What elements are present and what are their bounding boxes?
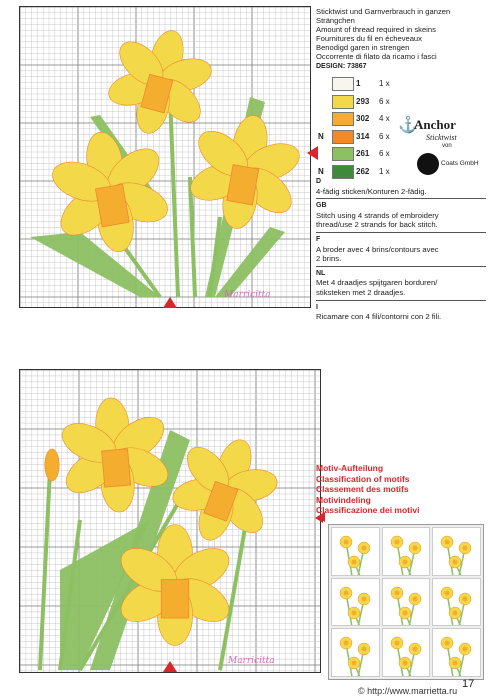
motif-line: Classificazione dei motivi xyxy=(316,505,420,515)
coats-logo-icon xyxy=(417,153,439,175)
design-number: DESIGN: 73867 xyxy=(316,63,367,70)
thread-qty: 4 x xyxy=(379,114,390,123)
thread-code: 293 xyxy=(356,96,370,106)
motif-arrow-icon xyxy=(317,512,325,522)
center-marker-top-bottom xyxy=(163,297,177,308)
instruction-text: 4-fädig sticken/Konturen 2-fädig. xyxy=(316,186,427,196)
color-swatch xyxy=(332,147,354,161)
legend-row xyxy=(316,145,396,163)
instruction-text: 2 brins. xyxy=(316,254,342,264)
legend-row xyxy=(316,110,396,128)
color-swatch xyxy=(332,77,354,91)
cross-stitch-chart-bottom xyxy=(19,369,321,673)
motif-thumbnail xyxy=(331,527,380,576)
motif-thumbnail xyxy=(382,628,431,677)
language-tag: D xyxy=(316,178,322,185)
motif-thumbnail xyxy=(432,578,481,627)
coats-name: Coats GmbH xyxy=(441,160,479,167)
thread-qty: 6 x xyxy=(379,149,390,158)
divider xyxy=(316,232,486,233)
divider xyxy=(316,266,486,267)
thread-qty: 1 x xyxy=(379,79,390,88)
instruction-block xyxy=(316,201,486,233)
legend-row xyxy=(316,128,396,146)
divider xyxy=(316,300,486,301)
thread-qty: 6 x xyxy=(379,96,390,106)
info-line: Strängchen xyxy=(316,16,355,25)
legend-mark: N xyxy=(318,166,324,176)
motif-line: Motivindeling xyxy=(316,494,371,505)
instruction-text: Met 4 draadjes spijtgaren borduren/ xyxy=(316,278,438,288)
motif-thumbnail xyxy=(331,628,380,677)
info-line: Amount of thread required in skeins xyxy=(316,25,436,34)
instruction-text: Ricamare con 4 fili/contorni con 2 fili. xyxy=(316,312,442,322)
thread-code: 262 xyxy=(356,166,370,176)
info-line: Benodigd garen in strengen xyxy=(316,43,410,52)
motif-line: Classement des motifs xyxy=(316,484,409,494)
language-tag: I xyxy=(316,303,318,311)
language-tag: F xyxy=(316,235,321,243)
thread-info xyxy=(316,7,486,71)
motif-line: Motiv-Aufteilung xyxy=(316,463,384,473)
language-tag: NL xyxy=(316,269,326,277)
motif-layout-grid xyxy=(328,524,484,680)
legend-mark: N xyxy=(318,131,324,141)
brand-von: von xyxy=(442,143,452,149)
signature-top: Marricitta xyxy=(224,290,271,300)
motif-thumbnail xyxy=(432,527,481,576)
motif-thumbnail xyxy=(331,578,380,627)
instruction-text: Stitch using 4 strands of embroidery xyxy=(316,210,439,220)
thread-qty: 6 x xyxy=(379,131,390,141)
color-swatch xyxy=(332,95,354,109)
instruction-text: stiksteken met 2 draadjes. xyxy=(316,287,406,297)
instruction-block xyxy=(316,177,486,199)
language-tag: GB xyxy=(316,202,327,210)
motif-thumbnail xyxy=(382,527,431,576)
watermark: © http://www.marrietta.ru xyxy=(358,686,458,696)
instruction-text: thread/use 2 strands for back stitch. xyxy=(316,220,438,230)
cross-stitch-chart-top xyxy=(19,6,311,308)
instruction-text: A broder avec 4 brins/contours avec xyxy=(316,244,439,254)
motif-classification xyxy=(316,463,419,516)
thread-code: 302 xyxy=(356,114,370,123)
brand-name: Anchor xyxy=(414,117,456,132)
color-swatch xyxy=(332,130,354,144)
brand-sub: Sticktwist xyxy=(426,133,457,142)
chart-top-drawing xyxy=(20,7,310,307)
thread-code: 314 xyxy=(356,131,370,141)
instruction-block xyxy=(316,269,486,301)
motif-thumbnail xyxy=(432,628,481,677)
signature-bottom: Marricitta xyxy=(228,656,275,666)
thread-qty: 1 x xyxy=(379,166,390,176)
info-line: Occorrente di filato da ricamo i fasci xyxy=(316,52,437,61)
thread-code: 261 xyxy=(356,149,370,158)
center-marker-bottom-bottom xyxy=(163,661,177,672)
info-line: Sticktwist und Garnverbrauch in ganzen xyxy=(316,7,451,16)
motif-thumbnail xyxy=(382,578,431,627)
chart-bottom-drawing xyxy=(20,370,320,672)
legend-row xyxy=(316,75,396,93)
instruction-block xyxy=(316,235,486,267)
legend-row xyxy=(316,93,396,111)
instruction-block xyxy=(316,303,486,322)
color-legend xyxy=(316,75,396,180)
color-swatch xyxy=(332,112,354,126)
thread-code: 1 xyxy=(356,79,361,88)
anchor-icon: ⚓ xyxy=(398,117,418,134)
motif-line: Classification of motifs xyxy=(316,473,410,484)
page-number: 17 xyxy=(462,678,475,690)
info-line: Fournitures du fil en écheveaux xyxy=(316,34,422,43)
divider xyxy=(316,198,486,199)
stitch-instructions xyxy=(316,177,486,322)
